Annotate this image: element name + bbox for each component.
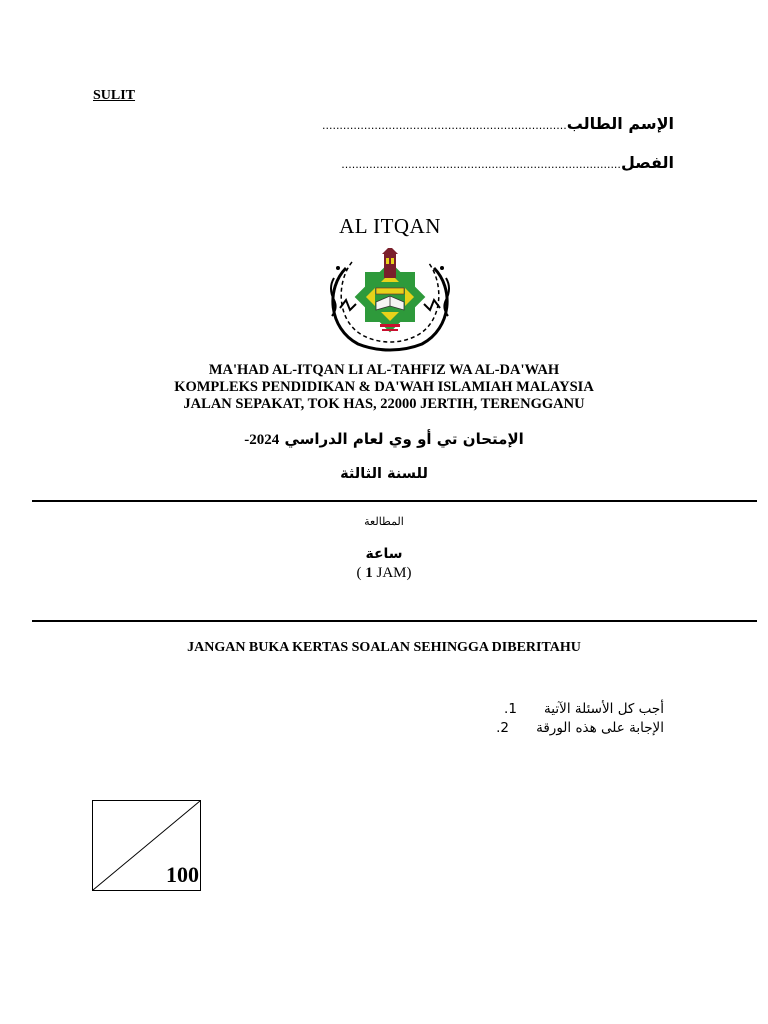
score-box xyxy=(92,800,201,891)
class-label: الفصل xyxy=(620,153,674,172)
duration-arabic: ساعة xyxy=(365,546,403,562)
instruction-number: .1 xyxy=(504,701,517,717)
student-name-dots: ...................................................................... xyxy=(321,119,567,132)
itqan-crest-icon xyxy=(318,248,462,352)
exam-year: 2024- xyxy=(244,432,280,448)
instruction-text: الإجابة على هذه الورقة xyxy=(536,720,664,736)
institution-name: MA'HAD AL-ITQAN LI AL-TAHFIZ WA AL-DA'WAH xyxy=(208,362,560,378)
student-name-field[interactable] xyxy=(322,114,674,133)
exam-title-text: الإمتحان تي أو وي لعام الدراسي xyxy=(284,430,524,448)
institution-complex: KOMPLEKS PENDIDIKAN & DA'WAH ISLAMIAH MALAYSIA xyxy=(174,379,594,395)
instructions-list xyxy=(496,700,664,738)
duration-unit: JAM) xyxy=(372,565,412,581)
exam-title xyxy=(0,430,768,449)
classification-label: SULIT xyxy=(93,88,136,103)
score-max: 100 xyxy=(166,862,199,887)
student-name-label: الإسم الطالب xyxy=(566,114,674,133)
duration-malay xyxy=(0,565,768,582)
exam-level: للسنة الثالثة xyxy=(340,466,428,482)
class-dots: ................................................................................ xyxy=(341,158,621,171)
divider-top xyxy=(32,500,757,502)
instruction-text: أجب كل الأسئلة الآتية xyxy=(544,701,664,717)
instruction-item xyxy=(496,719,664,738)
class-field[interactable] xyxy=(341,153,674,172)
duration-hours: 1 xyxy=(365,565,373,581)
instruction-number: .2 xyxy=(496,720,509,736)
subject-title: المطالعة xyxy=(364,515,404,528)
institution-address-line: JALAN SEPAKAT, TOK HAS, 22000 JERTIH, TERENGGANU xyxy=(183,396,585,412)
instruction-item xyxy=(496,700,664,719)
duration-open: ( xyxy=(356,565,366,581)
institution-address xyxy=(0,362,768,413)
divider-bottom xyxy=(32,620,757,622)
school-logo xyxy=(310,214,470,354)
warning-notice: JANGAN BUKA KERTAS SOALAN SEHINGGA DIBERITAHU xyxy=(187,640,581,655)
logo-title: AL ITQAN xyxy=(339,214,441,238)
